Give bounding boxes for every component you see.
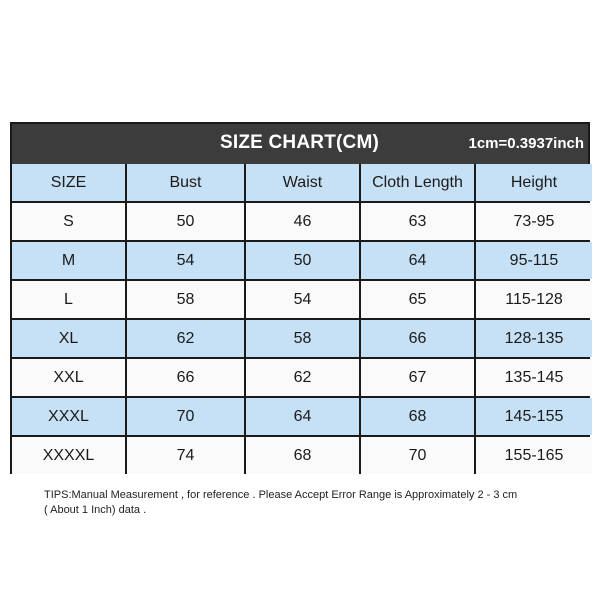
height-cell: 115-128 xyxy=(476,281,592,318)
height-cell: 155-165 xyxy=(476,437,592,474)
cloth-length-cell: 67 xyxy=(361,359,474,396)
waist-cell: 50 xyxy=(246,242,359,279)
waist-cell: 46 xyxy=(246,203,359,240)
bust-cell: 70 xyxy=(127,398,244,435)
size-cell: S xyxy=(12,203,125,240)
tips-line-2: ( About 1 Inch) data . xyxy=(44,504,147,516)
cloth-length-cell: 70 xyxy=(361,437,474,474)
size-chart-title: SIZE CHART(CM) xyxy=(220,132,380,153)
height-cell: 73-95 xyxy=(476,203,592,240)
waist-cell: 54 xyxy=(246,281,359,318)
size-chart-header xyxy=(12,124,588,164)
waist-cell: 62 xyxy=(246,359,359,396)
column-header-waist: Waist xyxy=(246,164,359,201)
height-cell: 135-145 xyxy=(476,359,592,396)
size-cell: XL xyxy=(12,320,125,357)
waist-cell: 64 xyxy=(246,398,359,435)
bust-cell: 66 xyxy=(127,359,244,396)
cloth-length-cell: 68 xyxy=(361,398,474,435)
cloth-length-cell: 63 xyxy=(361,203,474,240)
size-cell: M xyxy=(12,242,125,279)
tips-line-1: TIPS:Manual Measurement , for reference . Please Accept Error Range is Approximately 2 - 3 cm xyxy=(44,489,518,501)
size-cell: XXXXL xyxy=(12,437,125,474)
column-header-height: Height xyxy=(476,164,592,201)
measurement-tips xyxy=(44,488,584,518)
column-header-bust: Bust xyxy=(127,164,244,201)
size-cell: XXL xyxy=(12,359,125,396)
waist-cell: 68 xyxy=(246,437,359,474)
size-grid xyxy=(12,164,588,474)
column-header-size: SIZE xyxy=(12,164,125,201)
cloth-length-cell: 66 xyxy=(361,320,474,357)
column-header-cloth-length: Cloth Length xyxy=(361,164,474,201)
bust-cell: 58 xyxy=(127,281,244,318)
height-cell: 128-135 xyxy=(476,320,592,357)
cloth-length-cell: 65 xyxy=(361,281,474,318)
size-cell: XXXL xyxy=(12,398,125,435)
bust-cell: 50 xyxy=(127,203,244,240)
cloth-length-cell: 64 xyxy=(361,242,474,279)
height-cell: 95-115 xyxy=(476,242,592,279)
bust-cell: 62 xyxy=(127,320,244,357)
height-cell: 145-155 xyxy=(476,398,592,435)
waist-cell: 58 xyxy=(246,320,359,357)
unit-conversion-note: 1cm=0.3937inch xyxy=(468,135,584,152)
size-chart-table xyxy=(10,122,590,474)
bust-cell: 54 xyxy=(127,242,244,279)
size-cell: L xyxy=(12,281,125,318)
bust-cell: 74 xyxy=(127,437,244,474)
